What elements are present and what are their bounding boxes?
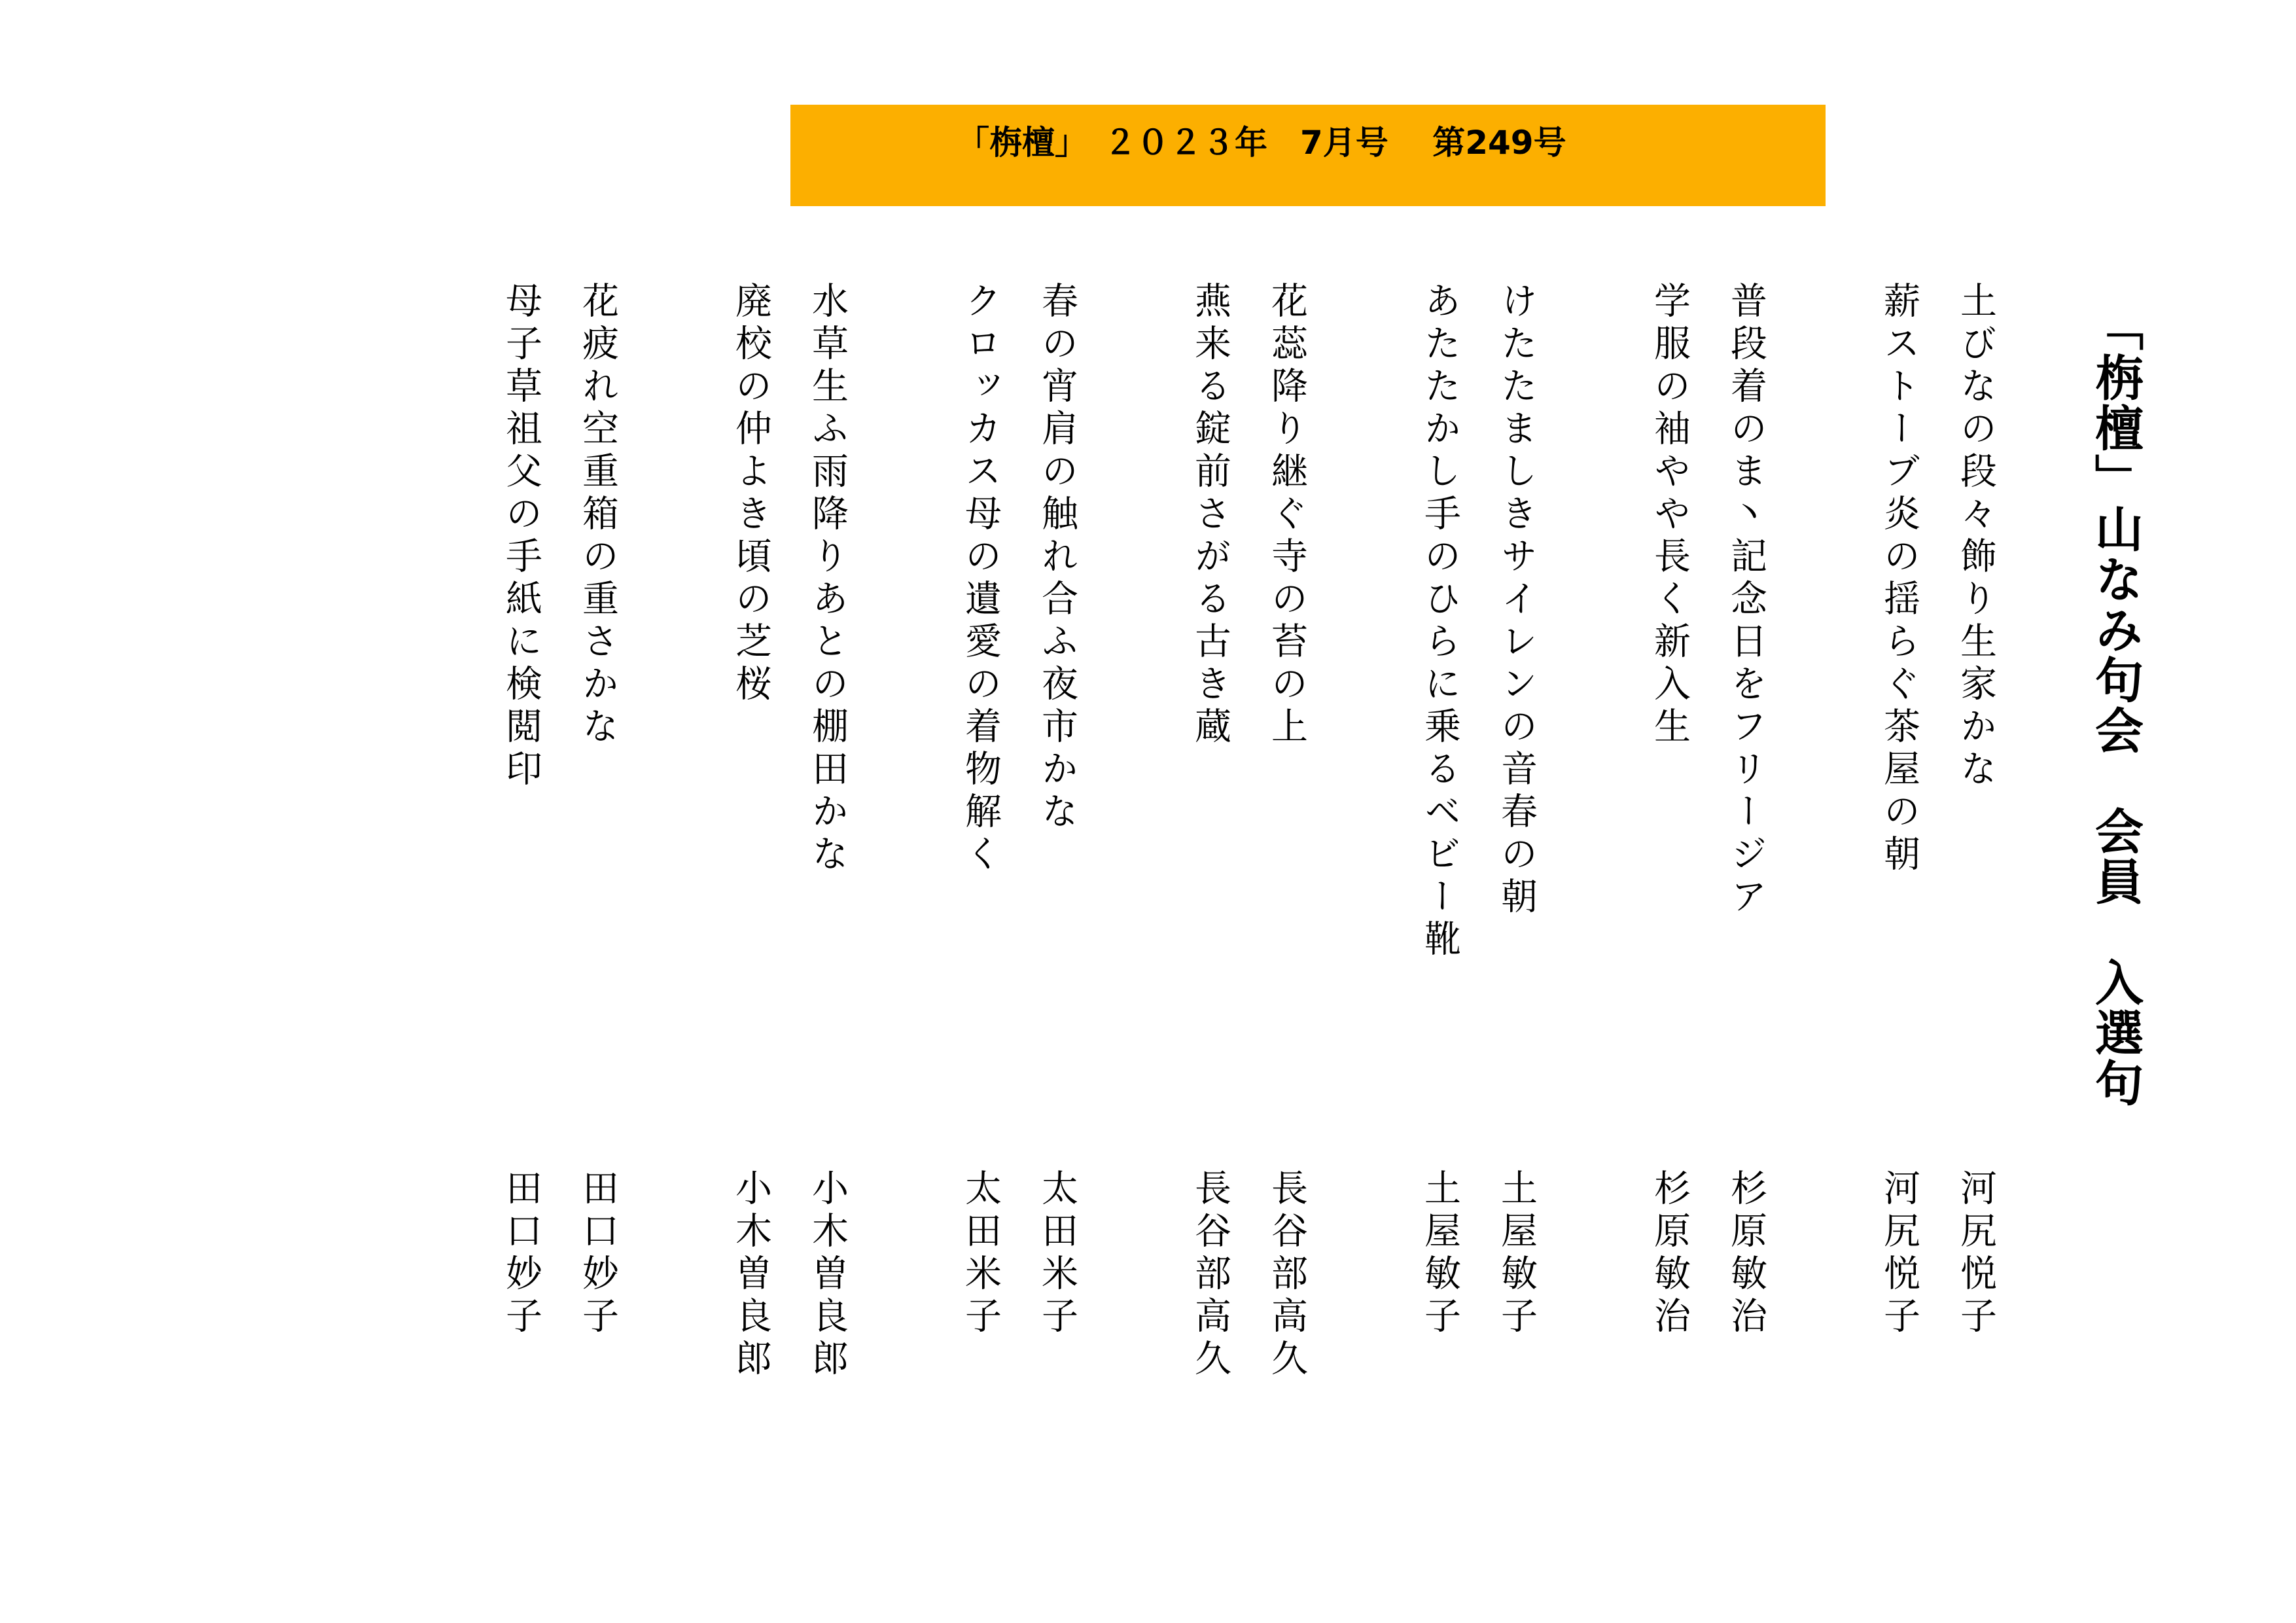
- author-8: 長谷部高久: [1189, 1169, 1231, 1382]
- haiku-5: けたたましきサイレンの音春の朝: [1495, 281, 1538, 919]
- haiku-8: 燕来る錠前さがる古き蔵: [1189, 281, 1231, 749]
- haiku-6: あたたかし手のひらに乗るベビー靴: [1419, 281, 1461, 962]
- author-7: 長谷部高久: [1265, 1169, 1308, 1382]
- haiku-1: 土びなの段々飾り生家かな: [1954, 281, 1997, 792]
- issue-banner: [790, 105, 1826, 206]
- haiku-14: 母子草祖父の手紙に検閲印: [500, 281, 542, 792]
- author-1: 河尻悦子: [1954, 1169, 1997, 1339]
- author-6: 土屋敏子: [1419, 1169, 1461, 1339]
- author-5: 土屋敏子: [1495, 1169, 1538, 1339]
- haiku-10: クロッカス母の遺愛の着物解く: [959, 281, 1002, 877]
- haiku-11: 水草生ふ雨降りあとの棚田かな: [806, 281, 849, 877]
- haiku-2: 薪ストーブ炎の揺らぐ茶屋の朝: [1878, 281, 1920, 877]
- page-heading: 「栴檀」山なみ句会 会員 入選句: [2087, 302, 2144, 1109]
- author-10: 太田米子: [959, 1169, 1002, 1339]
- author-2: 河尻悦子: [1878, 1169, 1920, 1339]
- haiku-7: 花蕊降り継ぐ寺の苔の上: [1265, 281, 1308, 749]
- haiku-9: 春の宵肩の触れ合ふ夜市かな: [1036, 281, 1078, 834]
- author-4: 杉原敏治: [1648, 1169, 1691, 1339]
- author-14: 田口妙子: [500, 1169, 542, 1339]
- author-12: 小木曽良郎: [730, 1169, 772, 1382]
- author-9: 太田米子: [1036, 1169, 1078, 1339]
- issue-title: 「栴檀」 ２０２３年 7月号 第249号: [957, 124, 1566, 162]
- haiku-12: 廃校の仲よき頃の芝桜: [730, 281, 772, 707]
- author-11: 小木曽良郎: [806, 1169, 849, 1382]
- haiku-3: 普段着のま丶記念日をフリージア: [1725, 281, 1767, 919]
- author-3: 杉原敏治: [1725, 1169, 1767, 1339]
- haiku-13: 花疲れ空重箱の重さかな: [576, 281, 619, 749]
- haiku-4: 学服の袖やや長く新入生: [1648, 281, 1691, 749]
- author-13: 田口妙子: [576, 1169, 619, 1339]
